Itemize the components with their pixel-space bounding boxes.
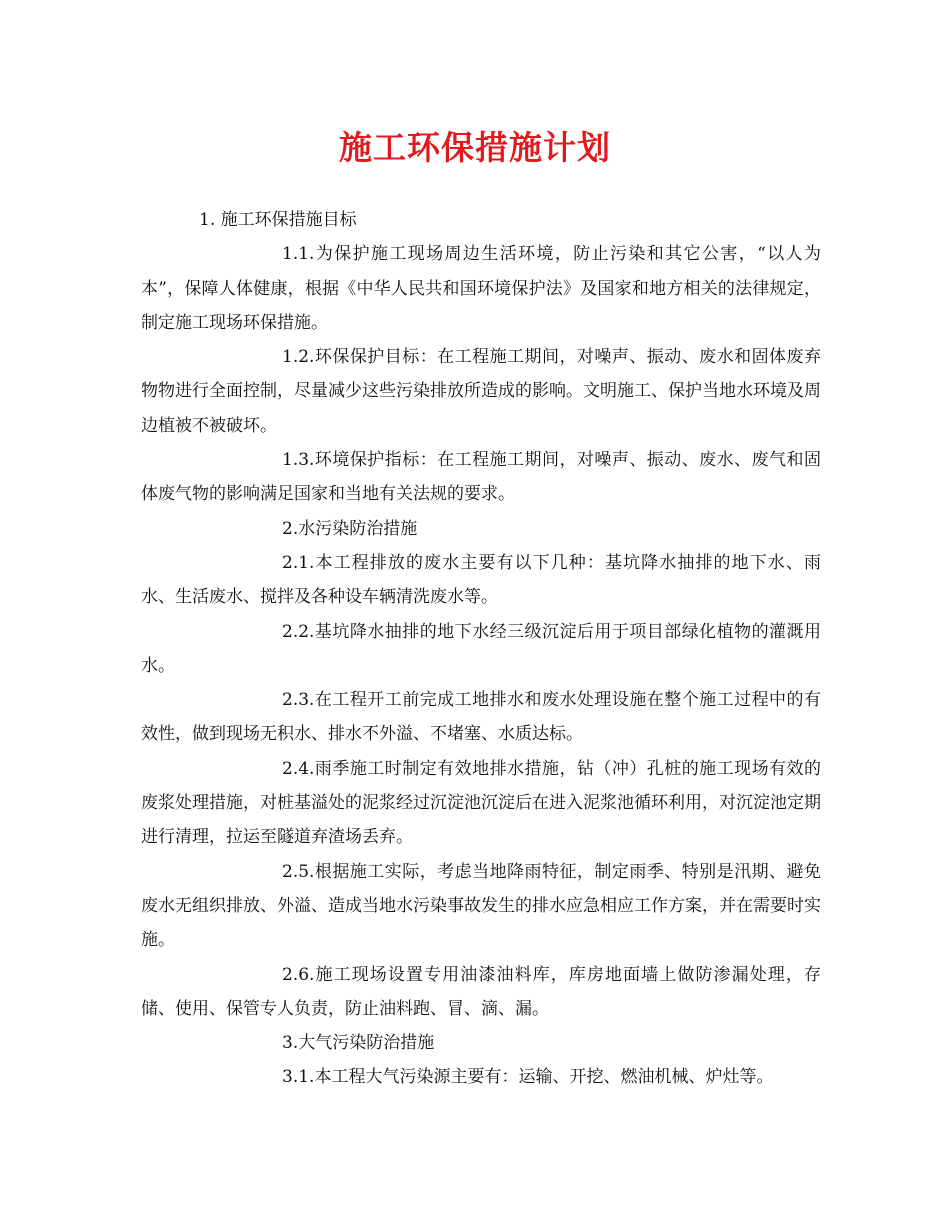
section-heading-3: 3.大气污染防治措施 (282, 1033, 435, 1054)
paragraph-2-5: 2.5.根据施工实际，考虑当地降雨特征，制定雨季、特别是汛期、避免废水无组织排放、外溢、造成当地水污染事故发生的排水应急相应工作方案，并在需要时实施。 (141, 861, 821, 951)
paragraph-2-3: 2.3.在工程开工前完成工地排水和废水处理设施在整个施工过程中的有效性，做到现场无积水、排水不外溢、不堵塞、水质达标。 (141, 690, 821, 745)
section-heading-2: 2.水污染防治措施 (282, 518, 418, 539)
paragraph-1-3: 1.3.环境保护指标：在工程施工期间，对噪声、振动、废水、废气和固体废气物的影响满足国家和当地有关法规的要求。 (141, 450, 821, 505)
document-body (141, 203, 821, 1095)
paragraph-1-1: 1.1.为保护施工现场周边生活环境，防止污染和其它公害，“以人为本”，保障人体健康，根据《中华人民共和国环境保护法》及国家和地方相关的法律规定，制定施工现场环保措施。 (141, 244, 821, 333)
document-title: 施工环保措施计划 (339, 128, 611, 167)
paragraph-1-2: 1.2.环保保护目标：在工程施工期间，对噪声、振动、废水和固体废弃物物进行全面控制，尽量减少这些污染排放所造成的影响。文明施工、保护当地水环境及周边植被不被破坏。 (141, 347, 821, 436)
paragraph-2-4: 2.4.雨季施工时制定有效地排水措施，钻（冲）孔桩的施工现场有效的废浆处理措施，对桩基溢处的泥浆经过沉淀池沉淀后在进入泥浆池循环利用，对沉淀池定期进行清理，拉运至隧道弃渣场丢弃。 (141, 758, 821, 848)
paragraph-2-6: 2.6.施工现场设置专用油漆油料库，库房地面墙上做防渗漏处理，存储、使用、保管专人负责，防止油料跑、冒、滴、漏。 (141, 964, 821, 1019)
paragraph-3-1: 3.1.本工程大气污染源主要有：运输、开挖、燃油机械、炉灶等。 (282, 1067, 774, 1088)
paragraph-2-1: 2.1.本工程排放的废水主要有以下几种：基坑降水抽排的地下水、雨水、生活废水、搅拌及各种设车辆清洗废水等。 (141, 552, 821, 608)
section-heading-1: 1. 施工环保措施目标 (199, 210, 357, 230)
paragraph-2-2: 2.2.基坑降水抽排的地下水经三级沉淀后用于项目部绿化植物的灌溉用水。 (141, 621, 821, 676)
